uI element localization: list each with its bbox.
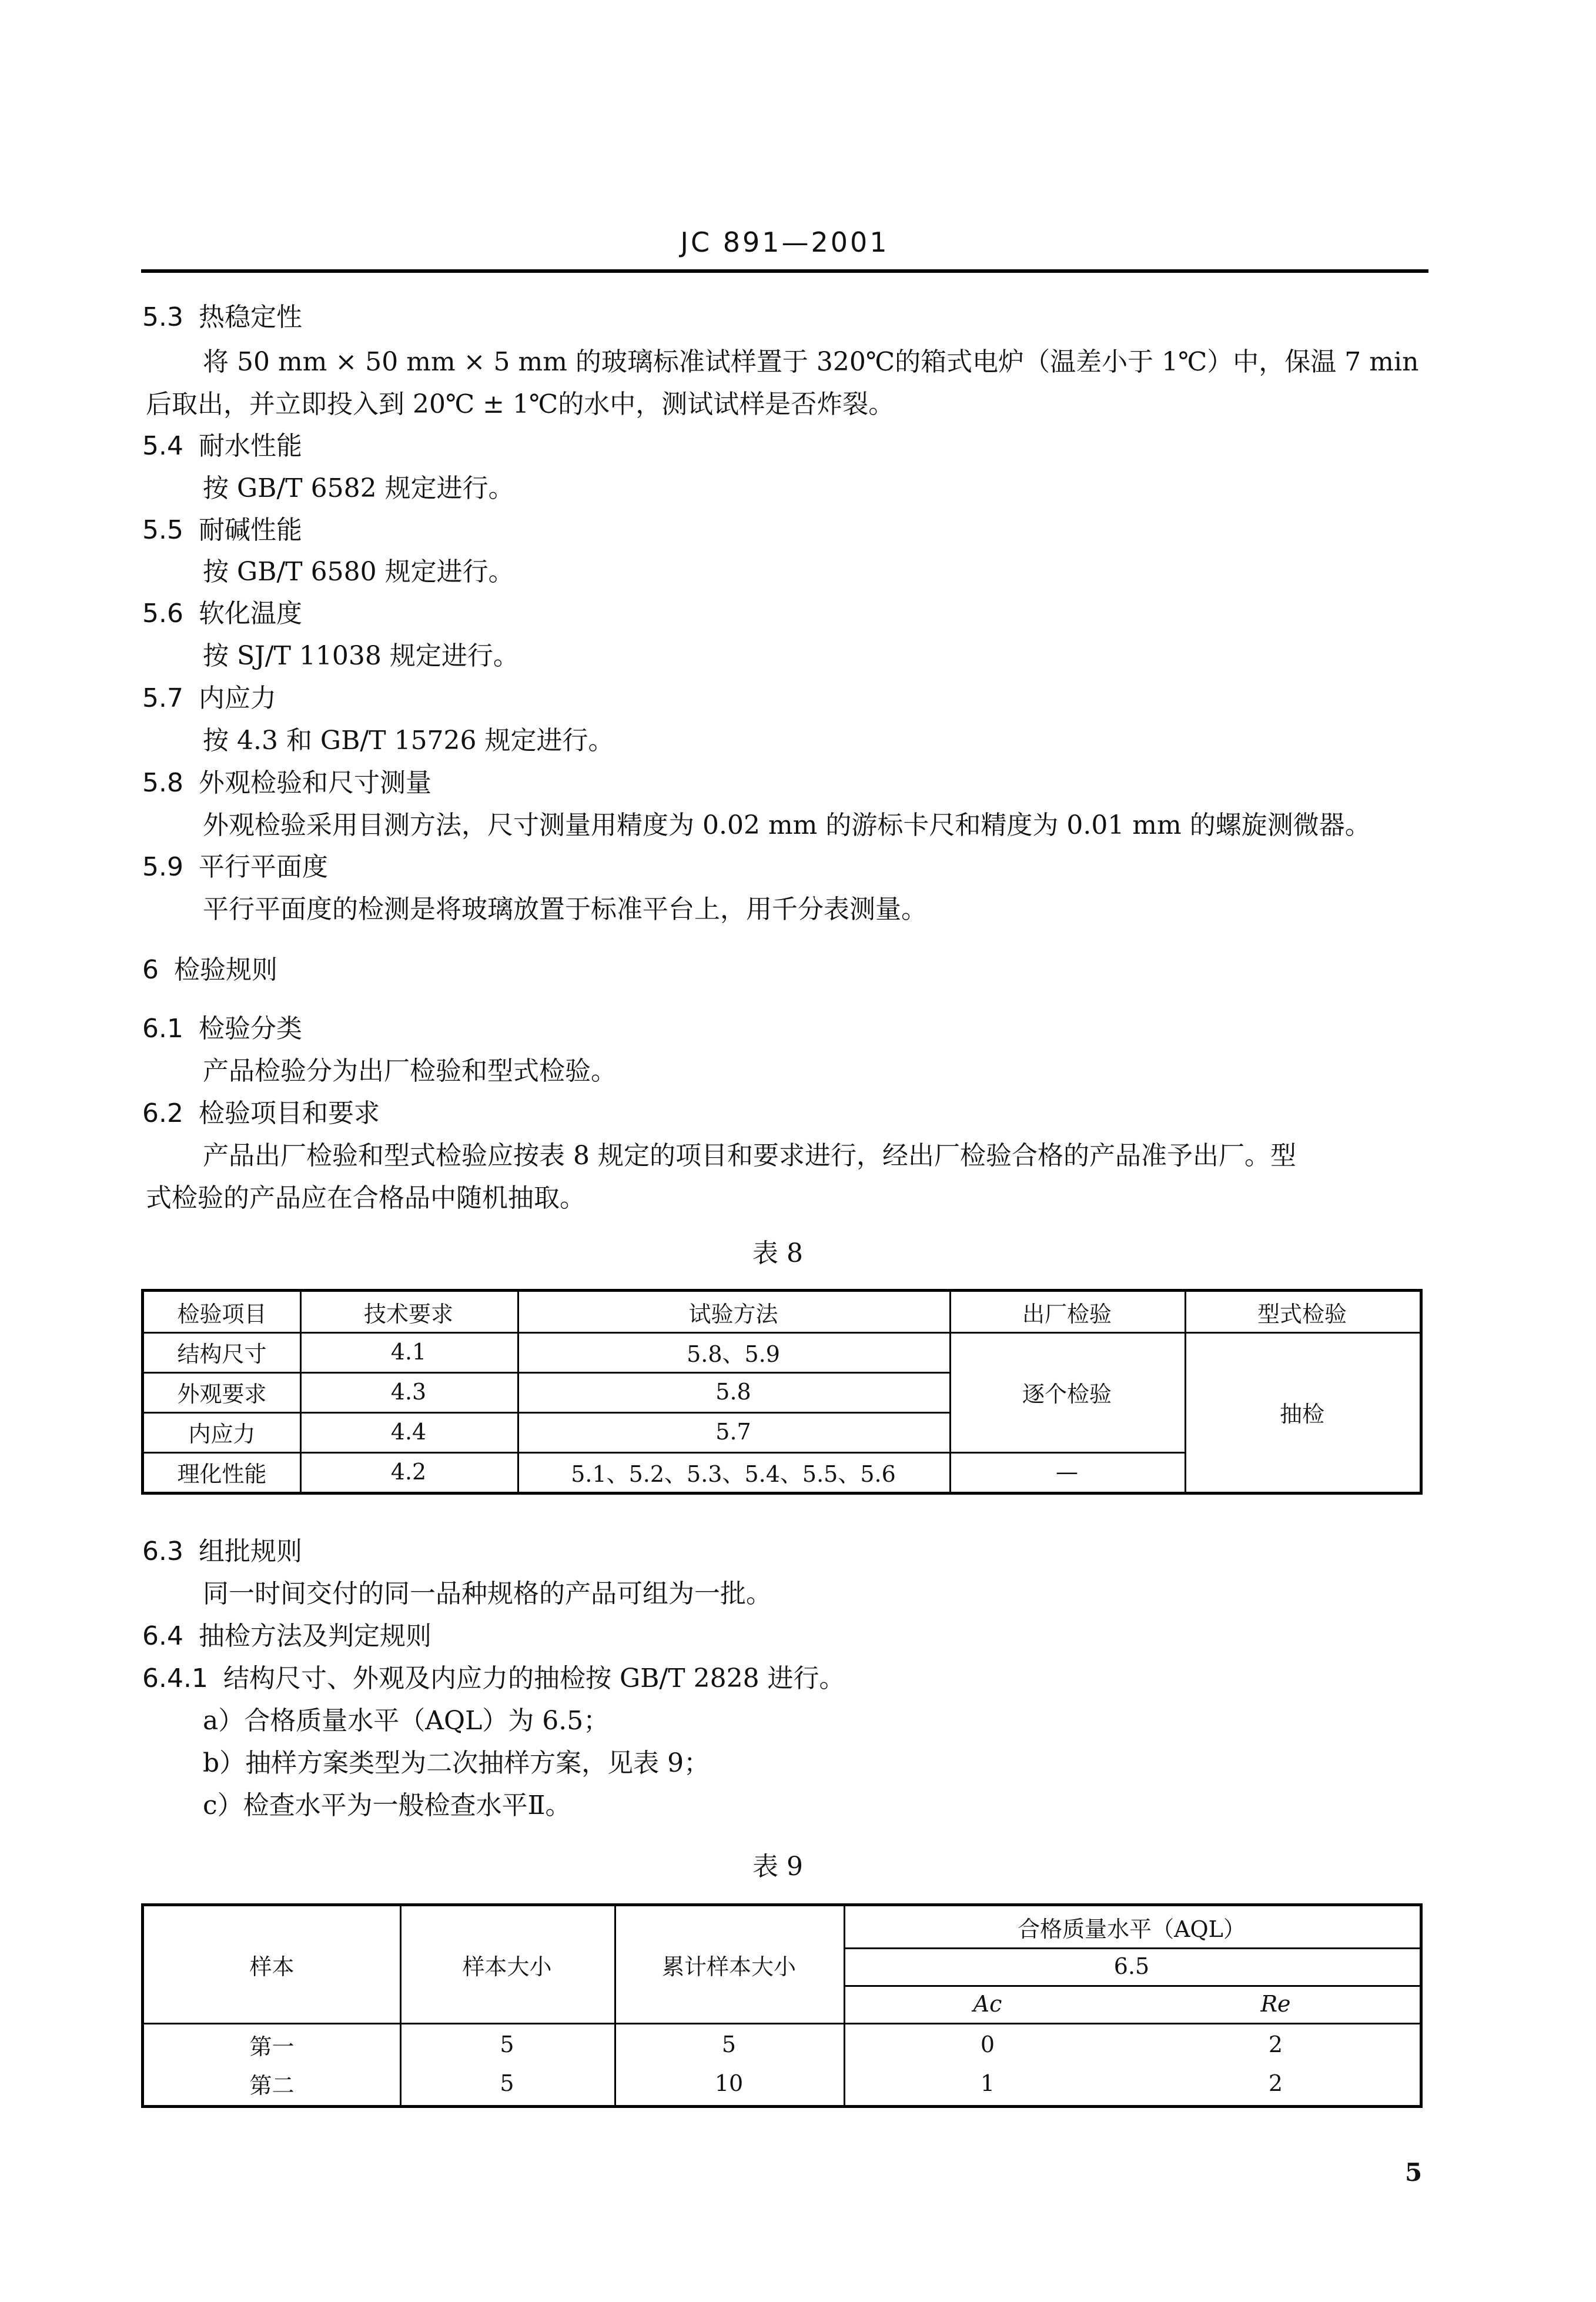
- table-8-cell: 5.8: [715, 1379, 751, 1405]
- section-6-3-heading: 6.3 组批规则: [142, 1536, 302, 1566]
- table-9-header-sample: 样本: [249, 1953, 295, 1980]
- table-9-cell: 5: [500, 2032, 514, 2057]
- table-8-type-merged-cell: 抽检: [1279, 1401, 1324, 1427]
- table-9-header-aql-value: 6.5: [1113, 1953, 1150, 1979]
- table-9-cell: 1: [980, 2070, 995, 2096]
- section-6-4-1-heading: 6.4.1 结构尺寸、外观及内应力的抽检按 GB/T 2828 进行。: [142, 1663, 845, 1693]
- header-rule: [141, 269, 1428, 273]
- section-6-4-1-item-c: c）检查水平为一般检查水平Ⅱ。: [203, 1790, 571, 1820]
- section-5-7-heading: 5.7 内应力: [142, 683, 276, 713]
- section-5-4-heading: 5.4 耐水性能: [142, 431, 302, 461]
- section-6-4-1-item-b: b）抽样方案类型为二次抽样方案，见表 9；: [203, 1748, 710, 1778]
- table-9-header-cumulative: 累计样本大小: [661, 1953, 796, 1980]
- section-5-9-heading: 5.9 平行平面度: [142, 852, 328, 882]
- table-8-cell: 4.3: [390, 1379, 427, 1405]
- table-9-row-line: [144, 2023, 1420, 2024]
- section-5-8-heading: 5.8 外观检验和尺寸测量: [142, 768, 431, 798]
- section-6-2-line2: 式检验的产品应在合格品中随机抽取。: [146, 1183, 585, 1213]
- table-8-cell: 4.1: [390, 1339, 427, 1365]
- table-8-header-cell: 技术要求: [363, 1301, 453, 1327]
- table-9-cell: 10: [714, 2070, 744, 2096]
- section-5-3-heading: 5.3 热稳定性: [142, 302, 302, 332]
- section-6-2-heading: 6.2 检验项目和要求: [142, 1098, 380, 1128]
- table-9-cell: 5: [721, 2032, 737, 2057]
- table-9-header-size: 样本大小: [462, 1953, 552, 1980]
- table-9-cell: 0: [980, 2032, 995, 2057]
- table-8-factory-merged-cell: 逐个检验: [1022, 1381, 1112, 1407]
- section-6-4-heading: 6.4 抽检方法及判定规则: [142, 1621, 431, 1651]
- table-8-cell: 4.2: [390, 1459, 427, 1485]
- section-5-5-heading: 5.5 耐碱性能: [142, 515, 302, 545]
- table-8-cell: 4.4: [390, 1419, 427, 1445]
- table-8-header-cell: 出厂检验: [1022, 1301, 1112, 1327]
- table-8-cell: 5.8、5.9: [687, 1341, 780, 1367]
- section-5-9-body: 平行平面度的检测是将玻璃放置于标准平台上，用千分表测量。: [203, 894, 927, 924]
- section-5-3-line2: 后取出，并立即投入到 20℃ ± 1℃的水中，测试试样是否炸裂。: [146, 389, 895, 419]
- table-9-caption: 表 9: [752, 1852, 803, 1882]
- section-6-3-body: 同一时间交付的同一品种规格的产品可组为一批。: [203, 1579, 772, 1609]
- section-5-8-body: 外观检验采用目测方法，尺寸测量用精度为 0.02 mm 的游标卡尺和精度为 0.01 mm 的螺旋测微器。: [203, 810, 1371, 840]
- section-6-1-heading: 6.1 检验分类: [142, 1014, 302, 1044]
- section-6-1-body: 产品检验分为出厂检验和型式检验。: [203, 1056, 617, 1086]
- table-9-cell: 第二: [249, 2072, 295, 2099]
- table-8-header-cell: 型式检验: [1257, 1301, 1347, 1327]
- table-8-cell: 结构尺寸: [177, 1341, 267, 1367]
- table-9-cell: 2: [1268, 2032, 1283, 2057]
- section-5-6-heading: 5.6 软化温度: [142, 599, 302, 629]
- table-9: [141, 1903, 1423, 2108]
- table-9-cell: 2: [1268, 2070, 1283, 2096]
- chapter-6-heading: 6 检验规则: [142, 955, 277, 985]
- table-8-caption: 表 8: [752, 1238, 803, 1268]
- table-8-cell: 外观要求: [177, 1381, 267, 1407]
- table-8-header-cell: 试验方法: [688, 1301, 778, 1327]
- table-8-cell: 内应力: [188, 1421, 256, 1447]
- section-5-3-line1: 将 50 mm × 50 mm × 5 mm 的玻璃标准试样置于 320℃的箱式电炉（温差小于 1℃）中，保温 7 min: [203, 347, 1419, 377]
- table-8-header-cell: 检验项目: [177, 1301, 267, 1327]
- table-9-header-aql: 合格质量水平（AQL）: [1018, 1916, 1246, 1942]
- table-8-cell: 5.1、5.2、5.3、5.4、5.5、5.6: [571, 1461, 896, 1487]
- table-8-cell: 5.7: [715, 1419, 751, 1445]
- section-6-4-1-item-a: a）合格质量水平（AQL）为 6.5；: [203, 1706, 610, 1736]
- section-5-4-body: 按 GB/T 6582 规定进行。: [203, 473, 514, 503]
- section-5-5-body: 按 GB/T 6580 规定进行。: [203, 557, 514, 587]
- table-9-cell: 第一: [249, 2033, 295, 2060]
- table-8-cell: 理化性能: [177, 1461, 267, 1487]
- section-5-6-body: 按 SJ/T 11038 规定进行。: [203, 641, 519, 671]
- page-number: 5: [1405, 2158, 1423, 2187]
- table-9-header-ac: Ac: [973, 1991, 1002, 2017]
- section-6-2-line1: 产品出厂检验和型式检验应按表 8 规定的项目和要求进行，经出厂检验合格的产品准予出厂。型: [203, 1141, 1296, 1171]
- table-8: [141, 1289, 1423, 1495]
- section-5-7-body: 按 4.3 和 GB/T 15726 规定进行。: [203, 726, 614, 756]
- table-8-factory-last-cell: —: [1056, 1459, 1078, 1485]
- header-title: JC 891—2001: [680, 226, 889, 258]
- table-9-header-re: Re: [1260, 1991, 1291, 2017]
- table-9-cell: 5: [500, 2070, 514, 2096]
